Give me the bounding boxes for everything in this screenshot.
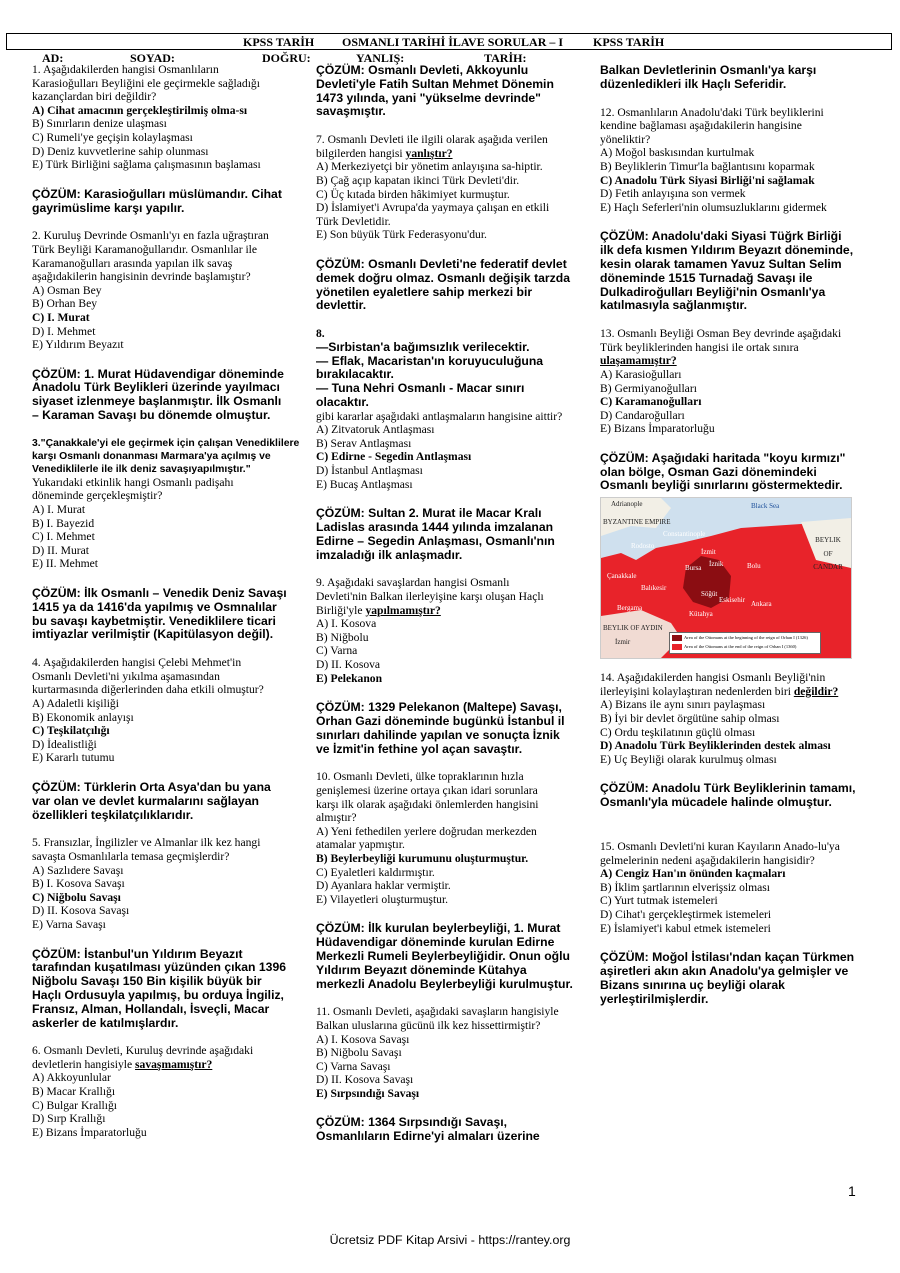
- option-b: B) Germiyanoğulları: [600, 381, 697, 395]
- option-d: D) İstanbul Antlaşması: [316, 464, 423, 478]
- question-text: [600, 685, 862, 699]
- map-label: Çanakkale: [607, 572, 637, 581]
- question-11: [316, 1005, 584, 1100]
- solution-2: [32, 368, 300, 423]
- solution-line: Osmanlı'yla mücadele halinde olmuştur.: [600, 795, 832, 810]
- option-a: A) Adaletli kişiliği: [32, 697, 119, 710]
- solution-line: siyaset izlenmeye başlanmıştır. İlk Osmanlı: [32, 394, 282, 409]
- solution-line: ÇÖZÜM: Sultan 2. Murat ile Macar Kralı: [316, 506, 542, 521]
- question-8: [316, 327, 584, 491]
- map-label: Eskisehir: [719, 596, 746, 605]
- label-yanlis: YANLIŞ:: [356, 51, 405, 65]
- option-e: E) Varna Savaşı: [32, 917, 106, 931]
- question-text: Yukarıdaki etkinlik hangi Osmanlı padişahı: [32, 475, 234, 489]
- option-d: D) II. Kosova Savaşı: [316, 1073, 414, 1087]
- solution-1: [32, 188, 300, 216]
- solution-line: Anadolu Türk Beylikleri üzerinde yayılmacı: [32, 380, 280, 395]
- option-c: C) Üç kıtada birden hâkimiyet kurmuştur.: [316, 187, 510, 201]
- map-label: Bergama: [617, 604, 643, 613]
- question-text: Türk beyliklerinden hangisi ile ortak sınıra: [600, 340, 799, 354]
- question-text: Osmanlı Devleti'ni yıkılma aşamasından: [32, 669, 220, 683]
- solution-line: Edirne – Segedin Anlaşması, Osmanlı'nın: [316, 533, 555, 548]
- page-number: 1: [848, 1183, 856, 1199]
- option-c: C) Bulgar Krallığı: [32, 1098, 118, 1112]
- solution-line: aşiretleri akın akın Anadolu'ya gelmişler ve: [600, 963, 849, 978]
- solution-4: [32, 781, 300, 822]
- option-c: C) Varna Savaşı: [316, 1059, 391, 1073]
- question-text-part: devletlerin hangisiyle: [32, 1057, 136, 1071]
- legend-swatch: [672, 635, 682, 641]
- map-label: Balıkesir: [641, 584, 667, 593]
- solution-line: bu savaşı kaybetmiştir. Venediklilere ticari: [32, 613, 276, 628]
- question-text-part: bilgilerden hangisi: [316, 146, 406, 160]
- question-text: [316, 147, 584, 161]
- question-text: 5. Fransızlar, İngilizler ve Almanlar ilk kez hangi: [32, 836, 261, 850]
- solution-13: [600, 452, 862, 493]
- option-b: B) Beylerbeyliği kurumunu oluşturmuştur.: [316, 851, 529, 865]
- solution-line: Haçlı Ordusuyla yapılmış, bu orduya İngiliz,: [32, 987, 284, 1002]
- header-left: KPSS TARİH: [243, 35, 315, 49]
- solution-line: Fransız, Alman, Hollandalı, İsveçli, Macar: [32, 1001, 270, 1016]
- solution-line: Niğbolu Savaşı 150 Bin kişilik büyük bir: [32, 974, 262, 989]
- solution-line: devlettir.: [316, 298, 367, 313]
- option-a: A) Moğol baskısından kurtulmak: [600, 146, 755, 160]
- option-e: E) Vilayetleri oluşturmuştur.: [316, 892, 449, 906]
- option-b: B) Niğbolu Savaşı: [316, 1046, 402, 1060]
- solution-line: Merkezli Rumeli Beylerbeyliğidir. Onun oğlu: [316, 948, 570, 963]
- solution-11-continued: [600, 64, 862, 92]
- question-5: [32, 836, 300, 931]
- option-d: D) İslamiyet'i Avrupa'da yaymaya çalışan en etkili: [316, 201, 550, 215]
- option-d: D) II. Kosova: [316, 658, 381, 672]
- solution-line: ilk defa kısmen Yıldırım Beyazıt döneminde,: [600, 243, 854, 258]
- solution-line: 1473 yılında, yani "yükselme devrinde": [316, 90, 541, 105]
- solution-line: sınırları dahilinde yapılan ve sonuçta İznik: [316, 727, 560, 742]
- option-b: B) İklim şartlarının elverişsiz olması: [600, 880, 771, 894]
- question-keyword: ulaşamamıştır?: [600, 354, 677, 368]
- option-b: B) Beyliklerin Timur'la bağlantısını koparmak: [600, 159, 815, 173]
- solution-line: ÇÖZÜM: 1. Murat Hüdavendigar döneminde: [32, 366, 284, 381]
- option-a: A) I. Kosova Savaşı: [316, 1032, 410, 1046]
- option-c: C) Yurt tutmak istemeleri: [600, 894, 718, 908]
- solution-line: 1415 ya da 1416'da yapılmış ve Osmnalılar: [32, 599, 277, 614]
- question-text: aşağıdakilerin hangisinin devrinde başlamıştır?: [32, 270, 251, 284]
- option-d: D) Deniz kuvvetlerine sahip olunması: [32, 144, 209, 158]
- question-text: 13. Osmanlı Beyliği Osman Bey devrinde aşağıdaki: [600, 327, 842, 341]
- solution-line: merkezli Anadolu Beylerbeyliği kurulmuştur.: [316, 976, 573, 991]
- header-title: OSMANLI TARİHİ İLAVE SORULAR – I: [342, 35, 564, 49]
- solution-9: [316, 701, 584, 756]
- solution-line: Balkan Devletlerinin Osmanlı'ya karşı: [600, 63, 817, 77]
- option-c: C) I. Murat: [32, 310, 90, 324]
- question-text: 11. Osmanlı Devleti, aşağıdaki savaşların hangisiyle: [316, 1005, 559, 1019]
- option-c: C) Niğbolu Savaşı: [32, 890, 121, 904]
- question-2: [32, 229, 300, 351]
- question-text: gibi kararlar aşağıdaki antlaşmaların hangisine aittir?: [316, 409, 563, 423]
- column-3: [600, 64, 862, 1020]
- option-d: D) II. Murat: [32, 543, 89, 557]
- option-e: E) Türk Birliğini sağlama çalışmasının başlaması: [32, 158, 261, 172]
- question-text: genişlemesi üzerine ortaya çıkan idari sorunlara: [316, 783, 538, 797]
- solution-line: ÇÖZÜM: Anadolu'daki Siyasi Tüğrk Birliği: [600, 229, 842, 244]
- solution-line: yönetilen eyaletlere sahip merkezi bir: [316, 284, 533, 299]
- map-label: Bursa: [685, 564, 702, 573]
- question-text: 6. Osmanlı Devleti, Kuruluş devrinde aşağıdaki: [32, 1044, 254, 1058]
- question-keyword: savaşmamıştır?: [135, 1057, 213, 1071]
- map-label: Constantinople: [663, 530, 706, 539]
- solution-line: ÇÖZÜM: 1364 Sırpsındığı Savaşı,: [316, 1115, 507, 1130]
- solution-line: askerler de katılmışlardır.: [32, 1015, 179, 1030]
- map-label: Bolu: [747, 562, 761, 571]
- option-e: E) Kararlı tutumu: [32, 751, 115, 765]
- option-e: E) Yıldırım Beyazıt: [32, 338, 124, 352]
- map-label: Adrianople: [611, 500, 643, 509]
- solution-line: ÇÖZÜM: İlk kurulan beylerbeyliği, 1. Murat: [316, 921, 561, 936]
- question-9: [316, 576, 584, 685]
- question-text: almıştır?: [316, 811, 357, 825]
- solution-11: [316, 1116, 584, 1144]
- option-a: A) I. Murat: [32, 503, 86, 517]
- map-label: Kütahya: [689, 610, 713, 619]
- option-d-cont: Türk Devletidir.: [316, 214, 391, 228]
- option-d: D) I. Mehmet: [32, 324, 96, 338]
- option-a: A) Zitvatoruk Antlaşması: [316, 423, 435, 437]
- solution-14: [600, 782, 862, 810]
- solution-8: [316, 507, 584, 562]
- solution-line: ÇÖZÜM: Moğol İstilası'ndan kaçan Türkmen: [600, 950, 855, 965]
- question-keyword: yapılmamıştır?: [365, 603, 441, 617]
- question-text: [316, 604, 584, 618]
- option-e: E) Haçlı Seferleri'nin olumsuzluklarını gidermek: [600, 200, 827, 214]
- option-c: C) Eyaletleri kaldırmıştır.: [316, 865, 435, 879]
- solution-line: olan bölge, Osman Gazi dönemindeki: [600, 464, 817, 479]
- solution-line: imzaladığı ilk anlaşmadır.: [316, 547, 463, 562]
- legend-label: Area of the Ottomans at the beginning of the reign of Orhan I (1326): [684, 635, 808, 641]
- option-b: B) Ekonomik anlayışı: [32, 710, 134, 724]
- option-a: A) Osman Bey: [32, 283, 102, 297]
- ottoman-map: [600, 497, 852, 659]
- solution-line: Ladislas arasında 1444 yılında imzalanan: [316, 520, 554, 535]
- map-label: Rodosto: [631, 542, 655, 551]
- option-e: E) Bizans İmparatorluğu: [600, 422, 715, 436]
- question-text: 12. Osmanlıların Anadolu'daki Türk beyliklerini: [600, 105, 824, 119]
- solution-line: Devleti'yle Fatih Sultan Mehmet Dönemin: [316, 76, 554, 91]
- option-b: B) İyi bir devlet örgütüne sahip olması: [600, 712, 780, 726]
- option-b: B) Macar Krallığı: [32, 1085, 116, 1099]
- question-item: — Eflak, Macaristan'ın koruyuculuğuna: [316, 353, 544, 368]
- solution-10: [316, 922, 584, 991]
- column-2: [316, 64, 584, 1158]
- option-c: C) I. Mehmet: [32, 530, 95, 544]
- question-text: [32, 1058, 300, 1072]
- label-tarih: TARİH:: [484, 51, 527, 65]
- solution-line: ÇÖZÜM: Türklerin Orta Asya'dan bu yana: [32, 779, 271, 794]
- label-dogru: DOĞRU:: [262, 51, 311, 65]
- option-e: E) II. Mehmet: [32, 557, 98, 571]
- solution-line: düzenledikleri ilk Haçlı Seferidir.: [600, 76, 787, 91]
- solution-line: özellikleri teşkilatçılıklarıdır.: [32, 807, 194, 822]
- question-text: 7. Osmanlı Devleti ile ilgili olarak aşağıda verilen: [316, 133, 548, 147]
- option-a: A) I. Kosova: [316, 617, 377, 631]
- question-text: kazançlardan biri değildir?: [32, 90, 157, 104]
- page-header: [6, 33, 892, 50]
- solution-3: [32, 587, 300, 642]
- question-1: [32, 63, 300, 172]
- option-e: E) İslamiyet'i kabul etmek istemeleri: [600, 921, 771, 935]
- option-a: A) Yeni fethedilen yerlere doğrudan merkezden: [316, 824, 537, 838]
- option-e: E) Pelekanon: [316, 671, 383, 685]
- solution-15: [600, 951, 862, 1006]
- question-text: kurtarmasında diğerlerinden daha etkili olmuştur?: [32, 683, 264, 697]
- question-text: savaşta Osmanlılarla temasa geçmişlerdir?: [32, 849, 230, 863]
- question-item: —Sırbistan'a bağımsızlık verilecektir.: [316, 339, 530, 354]
- question-number: 8.: [316, 327, 325, 341]
- page-footer: Ücretsiz PDF Kitap Arsivi - https://rantey.org: [329, 1233, 571, 1247]
- question-13: [600, 327, 862, 436]
- question-15: [600, 840, 862, 935]
- question-7: [316, 133, 584, 242]
- option-a: A) Merkeziyetçi bir yönetim anlayışına sa-hiptir.: [316, 160, 543, 174]
- question-text: 10. Osmanlı Devleti, ülke topraklarının hızla: [316, 770, 524, 784]
- solution-line: ÇÖZÜM: İlk Osmanlı – Venedik Deniz Savaşı: [32, 586, 287, 601]
- header-right: KPSS TARİH: [593, 35, 665, 49]
- label-ad: AD:: [42, 51, 64, 65]
- solution-line: Hüdavendigar döneminde kurulan Edirne: [316, 935, 555, 950]
- question-4: [32, 656, 300, 765]
- option-a: A) Bizans ile aynı sınırı paylaşması: [600, 698, 766, 712]
- question-text: 9. Aşağıdaki savaşlardan hangisi Osmanlı: [316, 576, 510, 590]
- solution-line: tarafından kuşatılması yüzünden çıkan 1396: [32, 960, 286, 975]
- option-d: D) İdealistliği: [32, 737, 97, 751]
- question-6: [32, 1044, 300, 1139]
- option-a: A) Cihat amacının gerçekleştirilmiş olma-sı: [32, 103, 248, 117]
- map-label: Black Sea: [751, 502, 780, 511]
- question-text-part: Birliği'yle: [316, 603, 366, 617]
- option-a: A) Karasioğulları: [600, 367, 682, 381]
- option-a: A) Akkoyunlular: [32, 1071, 111, 1085]
- solution-line: kesin olarak tamamen Yavuz Sultan Selim: [600, 256, 842, 271]
- label-soyad: SOYAD:: [130, 51, 175, 65]
- question-12: [600, 106, 862, 215]
- question-text: 2. Kuruluş Devrinde Osmanlı'yı en fazla uğraştıran: [32, 229, 269, 243]
- question-text: kendine bağlaması aşağıdakilerin hangisine: [600, 119, 802, 133]
- question-item: olacaktır.: [316, 394, 369, 409]
- solution-line: ÇÖZÜM: Osmanlı Devleti'ne federatif devlet: [316, 256, 567, 271]
- solution-line: yerleştirilmişlerdir.: [600, 991, 709, 1006]
- question-item: — Tuna Nehri Osmanlı - Macar sınırı: [316, 381, 525, 396]
- solution-line: ÇÖZÜM: Karasioğulları müslümandır. Cihat: [32, 186, 282, 201]
- legend-label: Area of the Ottomans at the end of the reign of Orhan I (1360): [684, 644, 797, 650]
- question-quote: karşı Osmanlı donanması Marmara'ya açılmış ve: [32, 450, 271, 462]
- map-label: Ankara: [751, 600, 772, 609]
- question-text: yöneliktir?: [600, 132, 651, 146]
- option-b: B) Orhan Bey: [32, 297, 98, 311]
- option-c: C) Anadolu Türk Siyasi Birliği'ni sağlamak: [600, 173, 815, 187]
- solution-line: gayrimüslime karşı yapılır.: [32, 200, 185, 215]
- question-text: döneminde gerçekleşmiştir?: [32, 489, 163, 503]
- solution-line: ÇÖZÜM: İstanbul'un Yıldırım Beyazıt: [32, 946, 243, 961]
- question-text: Türk Beyliği Karamanoğullarıdır. Osmanlılar ile: [32, 242, 258, 256]
- column-1: [32, 63, 300, 1150]
- question-text: 15. Osmanlı Devleti'ni kuran Kayıların Anado-lu'ya: [600, 840, 840, 854]
- option-e: E) Bizans İmparatorluğu: [32, 1125, 147, 1139]
- option-b: B) I. Bayezid: [32, 516, 95, 530]
- solution-line: ÇÖZÜM: Anadolu Türk Beyliklerinin tamamı,: [600, 781, 856, 796]
- option-c: C) Teşkilatçılığı: [32, 724, 110, 738]
- option-e: E) Son büyük Türk Federasyonu'dur.: [316, 228, 487, 242]
- option-a-cont: atamalar yapmıştır.: [316, 838, 405, 852]
- legend-swatch: [672, 644, 682, 650]
- map-label: İzmit: [701, 548, 716, 557]
- solution-line: Orhan Gazi döneminde bugünkü İstanbul il: [316, 714, 565, 728]
- question-text: 4. Aşağıdakilerden hangisi Çelebi Mehmet'in: [32, 656, 242, 670]
- solution-line: Yıldırım Beyazıt döneminde Kütahya: [316, 962, 527, 977]
- solution-line: Osmanlıların Edirne'yi almaları üzerine: [316, 1129, 540, 1144]
- option-a: A) Cengiz Han'ın önünden kaçmaları: [600, 867, 786, 881]
- map-label: BYZANTINE EMPIRE: [603, 518, 671, 527]
- solution-line: Osmanlı beyliği sınırlarını göstermektedir.: [600, 478, 843, 493]
- question-keyword: yanlıştır?: [405, 146, 453, 160]
- solution-7: [316, 258, 584, 313]
- option-d: D) Sırp Krallığı: [32, 1112, 106, 1126]
- legend-item: [670, 642, 820, 651]
- solution-line: ÇÖZÜM: 1329 Pelekanon (Maltepe) Savaşı,: [316, 700, 562, 715]
- question-text: 1. Aşağıdakilerden hangisi Osmanlıların: [32, 63, 219, 76]
- option-d: D) Candaroğulları: [600, 408, 685, 422]
- solution-12: [600, 230, 862, 313]
- solution-line: – Karaman Savaşı bu dönemde olmuştur.: [32, 408, 271, 423]
- question-text: Karasioğulları Beyliğini ele geçirmekle sağladığı: [32, 76, 260, 90]
- question-10: [316, 770, 584, 906]
- option-d: D) Cihat'ı gerçekleştirmek istemeleri: [600, 907, 772, 921]
- question-3: [32, 437, 300, 571]
- map-label: İznik: [709, 560, 724, 569]
- solution-line: savaşmıştır.: [316, 104, 386, 119]
- solution-line: Dulkadiroğulları Beyliği'nin Osmanlı'ya: [600, 284, 826, 299]
- question-14: [600, 671, 862, 766]
- question-text: 14. Aşağıdakilerden hangisi Osmanlı Beyliği'nin: [600, 671, 826, 685]
- option-c: C) Karamanoğulları: [600, 395, 702, 409]
- question-quote: 3."Çanakkale'yi ele geçirmek için çalışan Venediklilere: [32, 437, 300, 449]
- option-b: B) Sınırların denize ulaşması: [32, 117, 167, 131]
- solution-line: döneminde 1515 Turnadağ Savaşı ile: [600, 270, 813, 285]
- question-text: karşı ilk olarak aşağıdaki önlemlerden hangisini: [316, 797, 539, 811]
- map-label: BEYLIK OF AYDIN: [603, 624, 663, 633]
- question-text: Karamanoğulları arasında yapılan ilk savaş: [32, 256, 233, 270]
- map-label: İzmir: [615, 638, 631, 647]
- option-c: C) Edirne - Segedin Antlaşması: [316, 450, 472, 464]
- option-b: B) Çağ açıp kapatan ikinci Türk Devleti'dir.: [316, 173, 520, 187]
- solution-5: [32, 948, 300, 1031]
- question-text: Balkan uluslarına gücünü ilk kez hissettirmiştir?: [316, 1018, 541, 1032]
- solution-line: demek doğru olmaz. Osmanlı değişik tarzda: [316, 270, 570, 285]
- solution-line: ve İzmit'in fethine yol açan savaştır.: [316, 741, 523, 756]
- option-e: E) Uç Beyliği olarak kurulmuş olması: [600, 752, 777, 766]
- solution-6: [316, 64, 584, 119]
- solution-line: imtiyazlar verilmiştir (Kapitülasyon değil).: [32, 627, 274, 642]
- option-b: B) I. Kosova Savaşı: [32, 877, 125, 891]
- option-c: C) Varna: [316, 644, 358, 658]
- legend-item: [670, 633, 820, 642]
- option-a: A) Sazlıdere Savaşı: [32, 863, 124, 877]
- solution-line: ÇÖZÜM: Aşağıdaki haritada "koyu kırmızı": [600, 450, 846, 465]
- option-d: D) Fetih anlayışına son vermek: [600, 187, 746, 201]
- question-text: Devleti'nin Balkan ilerleyişine karşı oluşan Haçlı: [316, 590, 544, 604]
- question-keyword: değildir?: [793, 684, 839, 698]
- option-b: B) Serav Antlaşması: [316, 436, 412, 450]
- option-c: C) Ordu teşkilatının güçlü olması: [600, 725, 756, 739]
- solution-line: var olan ve devlet kurmalarını sağlayan: [32, 793, 259, 808]
- question-quote: Venediklilerle ile ilk deniz savaşıyapılmıştır.": [32, 463, 251, 475]
- question-item: bırakılacaktır.: [316, 367, 394, 382]
- option-d: D) II. Kosova Savaşı: [32, 904, 130, 918]
- map-label: Söğüt: [701, 590, 718, 599]
- question-text: gelmelerinin nedeni aşağıdakilerin hangisidir?: [600, 853, 815, 867]
- map-label: BEYLIK OF CANDAR: [813, 536, 843, 572]
- option-c: C) Rumeli'ye geçişin kolaylaşması: [32, 130, 193, 144]
- solution-line: ÇÖZÜM: Osmanlı Devleti, Akkoyunlu: [316, 63, 529, 77]
- option-e: E) Sırpsındığı Savaşı: [316, 1086, 420, 1100]
- option-e: E) Bucaş Antlaşması: [316, 477, 413, 491]
- solution-line: katılmasıyla sağlanmıştır.: [600, 298, 748, 313]
- solution-line: Bizans sınırına uç beyliği olarak: [600, 977, 785, 992]
- map-legend: [669, 632, 821, 654]
- question-text-part: ilerleyişini kolaylaştıran nedenlerden biri: [600, 684, 794, 698]
- option-d: D) Ayanlara haklar vermiştir.: [316, 879, 451, 893]
- option-b: B) Niğbolu: [316, 630, 369, 644]
- option-d: D) Anadolu Türk Beyliklerinden destek alması: [600, 739, 831, 753]
